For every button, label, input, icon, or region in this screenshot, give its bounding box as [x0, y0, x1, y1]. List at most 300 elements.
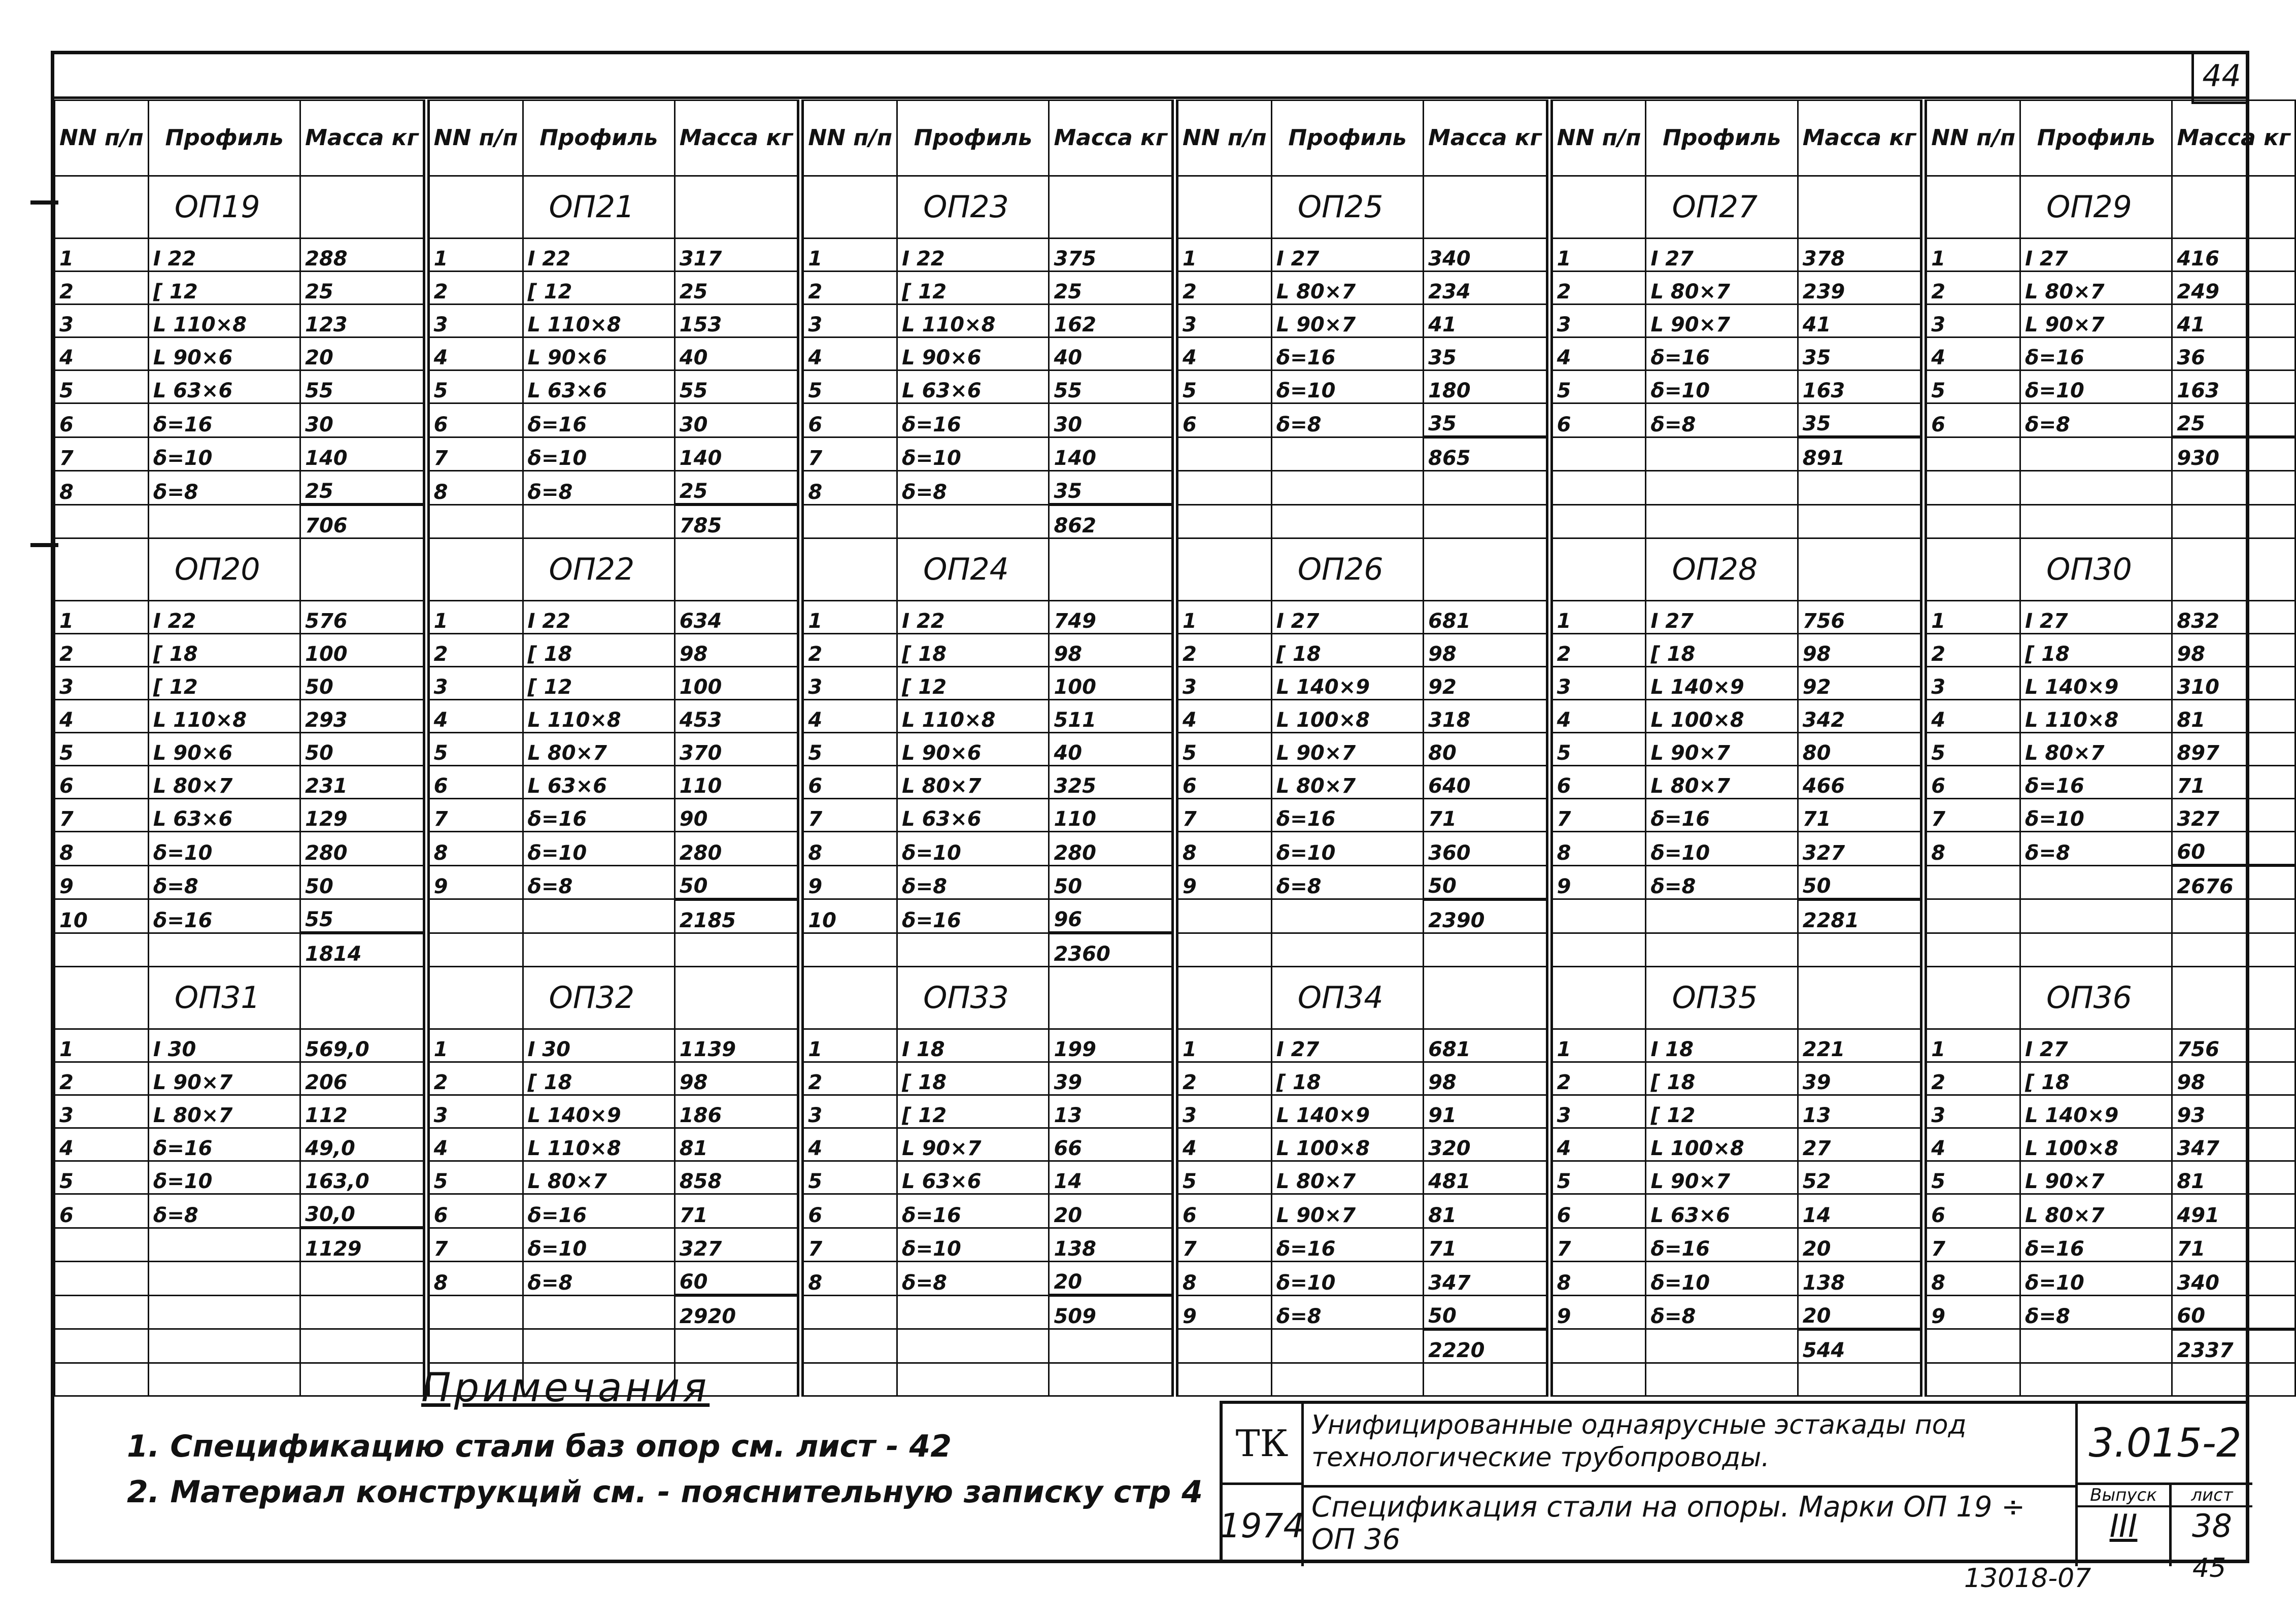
profile: L 140×9 [2020, 1095, 2172, 1128]
row-number: 2 [1175, 272, 1271, 305]
profile: δ=8 [1646, 865, 1798, 899]
row-number: 3 [1175, 667, 1271, 700]
mass: 35 [1424, 403, 1549, 437]
profile: L 80×7 [1271, 766, 1423, 799]
profile: L 110×8 [523, 305, 674, 338]
row-number: 1 [426, 601, 523, 634]
total-mass: 2220 [1424, 1329, 1549, 1363]
row-number: 8 [800, 471, 897, 505]
mass: 234 [1424, 272, 1549, 305]
row-number: 1 [1549, 239, 1646, 272]
mass: 153 [674, 305, 800, 338]
profile: [ 18 [2020, 1062, 2172, 1095]
profile: δ=10 [1646, 1262, 1798, 1296]
profile: δ=8 [897, 865, 1049, 899]
cell [426, 967, 523, 1029]
row-number: 1 [1923, 1029, 2020, 1062]
sheet-label: лист [2172, 1485, 2252, 1507]
row-number: 4 [1175, 1128, 1271, 1161]
mass: 91 [1424, 1095, 1549, 1128]
row-number: 1 [426, 1029, 523, 1062]
row-number: 3 [1549, 667, 1646, 700]
divider [1304, 1485, 2075, 1488]
cell [2020, 933, 2172, 967]
cell [897, 1295, 1049, 1329]
row-number: 6 [55, 766, 149, 799]
cell [1549, 176, 1646, 239]
cell [2020, 865, 2172, 899]
table-row [55, 799, 2295, 832]
profile: L 140×9 [1646, 667, 1798, 700]
table-row [55, 933, 2295, 967]
total-mass: 785 [674, 504, 800, 538]
cell [55, 967, 149, 1029]
profile: L 80×7 [1271, 1161, 1423, 1194]
row-number: 9 [1175, 1295, 1271, 1329]
table-row [55, 272, 2295, 305]
row-number: 7 [1175, 799, 1271, 832]
cell [1175, 437, 1271, 471]
row-number: 6 [426, 403, 523, 437]
mass: 98 [2172, 634, 2295, 667]
total-mass: 2185 [674, 899, 800, 933]
profile: δ=16 [1646, 1228, 1798, 1262]
mass: 416 [2172, 239, 2295, 272]
support-mark: ОП34 [1271, 967, 1423, 1029]
cell [1923, 538, 2020, 601]
mass: 60 [2172, 1295, 2295, 1329]
mass: 293 [300, 700, 426, 733]
cell [523, 1295, 674, 1329]
row-number: 3 [1549, 1095, 1646, 1128]
mass: 81 [1424, 1194, 1549, 1228]
row-number: 8 [1549, 1262, 1646, 1296]
profile: L 63×6 [897, 370, 1049, 403]
profile: δ=10 [1271, 1262, 1423, 1296]
mass: 35 [1424, 338, 1549, 370]
profile: δ=8 [897, 471, 1049, 505]
table-row [55, 899, 2295, 933]
cell [1923, 899, 2020, 933]
mass: 98 [674, 634, 800, 667]
profile: L 80×7 [1646, 766, 1798, 799]
mass: 280 [300, 832, 426, 866]
row-number: 4 [1923, 1128, 2020, 1161]
profile: L 63×6 [523, 370, 674, 403]
profile: [ 18 [523, 1062, 674, 1095]
mass: 71 [2172, 766, 2295, 799]
note-item: 1. Спецификацию стали баз опор см. лист - 42 [127, 1429, 952, 1464]
mass: 71 [1424, 799, 1549, 832]
mass: 98 [1798, 634, 1923, 667]
mass: 280 [1049, 832, 1175, 866]
mass: 13 [1798, 1095, 1923, 1128]
mass: 634 [674, 601, 800, 634]
cell [1049, 1363, 1175, 1396]
mass: 30,0 [300, 1194, 426, 1228]
mass: 576 [300, 601, 426, 634]
profile: L 63×6 [1646, 1194, 1798, 1228]
support-mark: ОП24 [897, 538, 1049, 601]
cell [1923, 1363, 2020, 1396]
profile: δ=8 [523, 865, 674, 899]
profile: δ=8 [2020, 403, 2172, 437]
mass: 20 [300, 338, 426, 370]
row-number: 8 [426, 832, 523, 866]
mass: 327 [674, 1228, 800, 1262]
row-number: 6 [1923, 1194, 2020, 1228]
profile: [ 12 [897, 272, 1049, 305]
support-mark: ОП23 [897, 176, 1049, 239]
profile: L 100×8 [2020, 1128, 2172, 1161]
row-number: 2 [800, 1062, 897, 1095]
table-row [55, 1161, 2295, 1194]
profile: δ=16 [1271, 799, 1423, 832]
profile: L 80×7 [2020, 272, 2172, 305]
mass: 681 [1424, 601, 1549, 634]
mass: 35 [1049, 471, 1175, 505]
mass: 27 [1798, 1128, 1923, 1161]
total-mass: 2360 [1049, 933, 1175, 967]
support-mark: ОП19 [148, 176, 300, 239]
cell [55, 176, 149, 239]
profile: [ 12 [523, 272, 674, 305]
cell [1175, 967, 1271, 1029]
cell [523, 899, 674, 933]
cell [148, 1363, 300, 1396]
row-number: 5 [1175, 733, 1271, 766]
profile: I 22 [523, 239, 674, 272]
row-number: 7 [800, 1228, 897, 1262]
cell [1549, 504, 1646, 538]
profile: δ=8 [1271, 1295, 1423, 1329]
cell [1175, 1329, 1271, 1363]
row-number: 5 [1923, 733, 2020, 766]
mass: 98 [1424, 634, 1549, 667]
header-nn: NN п/п [55, 100, 149, 176]
row-number: 6 [1923, 766, 2020, 799]
row-number: 6 [426, 1194, 523, 1228]
header-mass: Масса кг [1424, 100, 1549, 176]
row-number: 2 [1175, 634, 1271, 667]
mass: 749 [1049, 601, 1175, 634]
profile: I 22 [897, 239, 1049, 272]
cell [1798, 176, 1923, 239]
mass: 123 [300, 305, 426, 338]
profile: [ 18 [1646, 1062, 1798, 1095]
mass: 71 [2172, 1228, 2295, 1262]
row-number: 6 [800, 403, 897, 437]
row-number: 2 [426, 1062, 523, 1095]
profile: δ=16 [523, 403, 674, 437]
cell [1549, 967, 1646, 1029]
mass: 60 [2172, 832, 2295, 866]
org-code: ТК [1223, 1404, 1304, 1485]
cell [1549, 471, 1646, 505]
row-number: 7 [426, 799, 523, 832]
row-number: 8 [1923, 1262, 2020, 1296]
row-number: 4 [800, 1128, 897, 1161]
row-number: 7 [800, 437, 897, 471]
profile: δ=10 [148, 437, 300, 471]
mass: 13 [1049, 1095, 1175, 1128]
mass: 511 [1049, 700, 1175, 733]
cell [55, 933, 149, 967]
profile: δ=8 [148, 471, 300, 505]
row-number: 7 [1923, 1228, 2020, 1262]
year: 1974 [1223, 1485, 1304, 1566]
profile: δ=10 [2020, 799, 2172, 832]
mass: 80 [1798, 733, 1923, 766]
table-row [55, 700, 2295, 733]
profile: δ=8 [523, 471, 674, 505]
cell [55, 504, 149, 538]
header-profile: Профиль [523, 100, 674, 176]
mass: 41 [2172, 305, 2295, 338]
profile: L 80×7 [148, 766, 300, 799]
support-mark: ОП25 [1271, 176, 1423, 239]
row-number: 3 [1923, 667, 2020, 700]
cell [1424, 933, 1549, 967]
cell [2172, 538, 2295, 601]
profile: L 90×7 [1646, 733, 1798, 766]
profile: δ=10 [2020, 1262, 2172, 1296]
profile: I 22 [897, 601, 1049, 634]
row-number: 5 [1175, 370, 1271, 403]
series-code: 3.015-2 [2075, 1404, 2252, 1485]
row-number: 9 [1175, 865, 1271, 899]
row-number: 7 [1549, 1228, 1646, 1262]
mass: 347 [2172, 1128, 2295, 1161]
mass: 129 [300, 799, 426, 832]
row-number: 2 [1549, 634, 1646, 667]
mass: 756 [1798, 601, 1923, 634]
row-number: 1 [55, 1029, 149, 1062]
profile: L 63×6 [148, 799, 300, 832]
profile: L 90×6 [148, 733, 300, 766]
profile: L 80×7 [2020, 1194, 2172, 1228]
row-number: 5 [1923, 370, 2020, 403]
cell [674, 538, 800, 601]
profile: L 140×9 [1271, 1095, 1423, 1128]
mass: 163 [2172, 370, 2295, 403]
table-row [55, 437, 2295, 471]
cell [1923, 176, 2020, 239]
profile: I 30 [523, 1029, 674, 1062]
cell [1798, 933, 1923, 967]
row-number: 4 [1923, 338, 2020, 370]
profile: [ 12 [897, 1095, 1049, 1128]
mass: 14 [1798, 1194, 1923, 1228]
profile: δ=16 [148, 899, 300, 933]
profile: [ 18 [1271, 634, 1423, 667]
row-number: 4 [55, 338, 149, 370]
cell [897, 1363, 1049, 1396]
profile: δ=16 [2020, 766, 2172, 799]
cell [2172, 1363, 2295, 1396]
row-number: 1 [1549, 601, 1646, 634]
row-number: 3 [1923, 1095, 2020, 1128]
mass: 25 [1049, 272, 1175, 305]
mass: 50 [674, 865, 800, 899]
cell [1549, 538, 1646, 601]
mass: 162 [1049, 305, 1175, 338]
row-number: 5 [426, 733, 523, 766]
row-number: 5 [55, 1161, 149, 1194]
row-number: 9 [1923, 1295, 2020, 1329]
issue-value: III [2109, 1507, 2138, 1544]
mass: 20 [1049, 1262, 1175, 1296]
mass: 249 [2172, 272, 2295, 305]
mass: 55 [300, 370, 426, 403]
row-number: 1 [800, 239, 897, 272]
profile: [ 18 [897, 634, 1049, 667]
cell [2020, 899, 2172, 933]
profile: [ 12 [1646, 1095, 1798, 1128]
cell [300, 1363, 426, 1396]
mass: 327 [1798, 832, 1923, 866]
mass: 50 [1798, 865, 1923, 899]
cell [1923, 933, 2020, 967]
profile: δ=8 [1646, 1295, 1798, 1329]
mass: 98 [674, 1062, 800, 1095]
issue-cell [2075, 1485, 2172, 1566]
profile: δ=10 [1646, 370, 1798, 403]
row-number: 1 [800, 1029, 897, 1062]
mass: 71 [1798, 799, 1923, 832]
row-number: 6 [1175, 1194, 1271, 1228]
header-nn: NN п/п [1923, 100, 2020, 176]
table-row [55, 865, 2295, 899]
mass: 221 [1798, 1029, 1923, 1062]
row-number: 6 [1549, 766, 1646, 799]
profile: L 110×8 [148, 700, 300, 733]
profile: δ=10 [2020, 370, 2172, 403]
profile: L 90×7 [897, 1128, 1049, 1161]
top-border-line [51, 96, 2249, 99]
row-number: 8 [1549, 832, 1646, 866]
cell [1175, 471, 1271, 505]
support-mark: ОП21 [523, 176, 674, 239]
cell [300, 538, 426, 601]
support-mark: ОП28 [1646, 538, 1798, 601]
cell [2172, 176, 2295, 239]
cell [1049, 1329, 1175, 1363]
profile: [ 18 [897, 1062, 1049, 1095]
row-number: 8 [55, 832, 149, 866]
table-row [55, 667, 2295, 700]
table-row [55, 305, 2295, 338]
row-number: 2 [55, 272, 149, 305]
project-title: Унифицированные однаярусные эстакады под технологические трубопроводы. [1311, 1410, 1967, 1473]
mass: 1139 [674, 1029, 800, 1062]
cell [1271, 933, 1423, 967]
total-mass: 1129 [300, 1228, 426, 1262]
cell [2020, 504, 2172, 538]
row-number: 2 [426, 634, 523, 667]
total-mass: 706 [300, 504, 426, 538]
profile: L 80×7 [1646, 272, 1798, 305]
profile: δ=10 [1646, 832, 1798, 866]
mark-row [55, 538, 2295, 601]
profile: δ=8 [2020, 832, 2172, 866]
table-row [55, 239, 2295, 272]
profile: [ 18 [523, 634, 674, 667]
support-mark: ОП27 [1646, 176, 1798, 239]
header-nn: NN п/п [1549, 100, 1646, 176]
profile: δ=10 [148, 832, 300, 866]
cell [300, 967, 426, 1029]
cell [800, 538, 897, 601]
mass: 50 [300, 667, 426, 700]
cell [1646, 504, 1798, 538]
row-number: 8 [800, 1262, 897, 1296]
row-number: 3 [1175, 1095, 1271, 1128]
mass: 140 [300, 437, 426, 471]
row-number: 7 [426, 1228, 523, 1262]
cell [426, 933, 523, 967]
profile: δ=16 [1271, 1228, 1423, 1262]
profile: L 90×6 [148, 338, 300, 370]
profile: L 110×8 [897, 700, 1049, 733]
cell [1049, 538, 1175, 601]
row-number: 5 [55, 370, 149, 403]
cell [148, 1295, 300, 1329]
mass: 340 [2172, 1262, 2295, 1296]
mass: 186 [674, 1095, 800, 1128]
cell [148, 933, 300, 967]
total-mass: 509 [1049, 1295, 1175, 1329]
header-nn: NN п/п [800, 100, 897, 176]
row-number: 5 [426, 370, 523, 403]
profile: I 22 [148, 239, 300, 272]
inventory-number: 13018-07 [1964, 1563, 2091, 1594]
cell [1424, 1363, 1549, 1396]
total-mass: 2390 [1424, 899, 1549, 933]
row-number: 3 [55, 305, 149, 338]
mass: 342 [1798, 700, 1923, 733]
mass: 66 [1049, 1128, 1175, 1161]
row-number: 9 [55, 865, 149, 899]
profile: I 27 [2020, 601, 2172, 634]
mass: 110 [674, 766, 800, 799]
profile: I 27 [1271, 239, 1423, 272]
total-mass: 862 [1049, 504, 1175, 538]
mass: 30 [674, 403, 800, 437]
cell [300, 1262, 426, 1296]
page-number: 45 [2192, 1553, 2226, 1583]
mass: 50 [300, 865, 426, 899]
row-number: 4 [1923, 700, 2020, 733]
cell [1271, 504, 1423, 538]
cell [426, 899, 523, 933]
row-number: 2 [426, 272, 523, 305]
mass: 35 [1798, 338, 1923, 370]
sheet-number: 44 [2191, 51, 2249, 104]
table-row [55, 338, 2295, 370]
row-number: 2 [1923, 634, 2020, 667]
mass: 71 [674, 1194, 800, 1228]
profile: δ=16 [2020, 338, 2172, 370]
table-row [55, 1329, 2295, 1363]
profile: L 90×6 [897, 733, 1049, 766]
profile: δ=16 [897, 1194, 1049, 1228]
row-number: 5 [800, 370, 897, 403]
mass: 231 [300, 766, 426, 799]
row-number: 10 [55, 899, 149, 933]
profile: δ=10 [897, 832, 1049, 866]
row-number: 3 [800, 667, 897, 700]
